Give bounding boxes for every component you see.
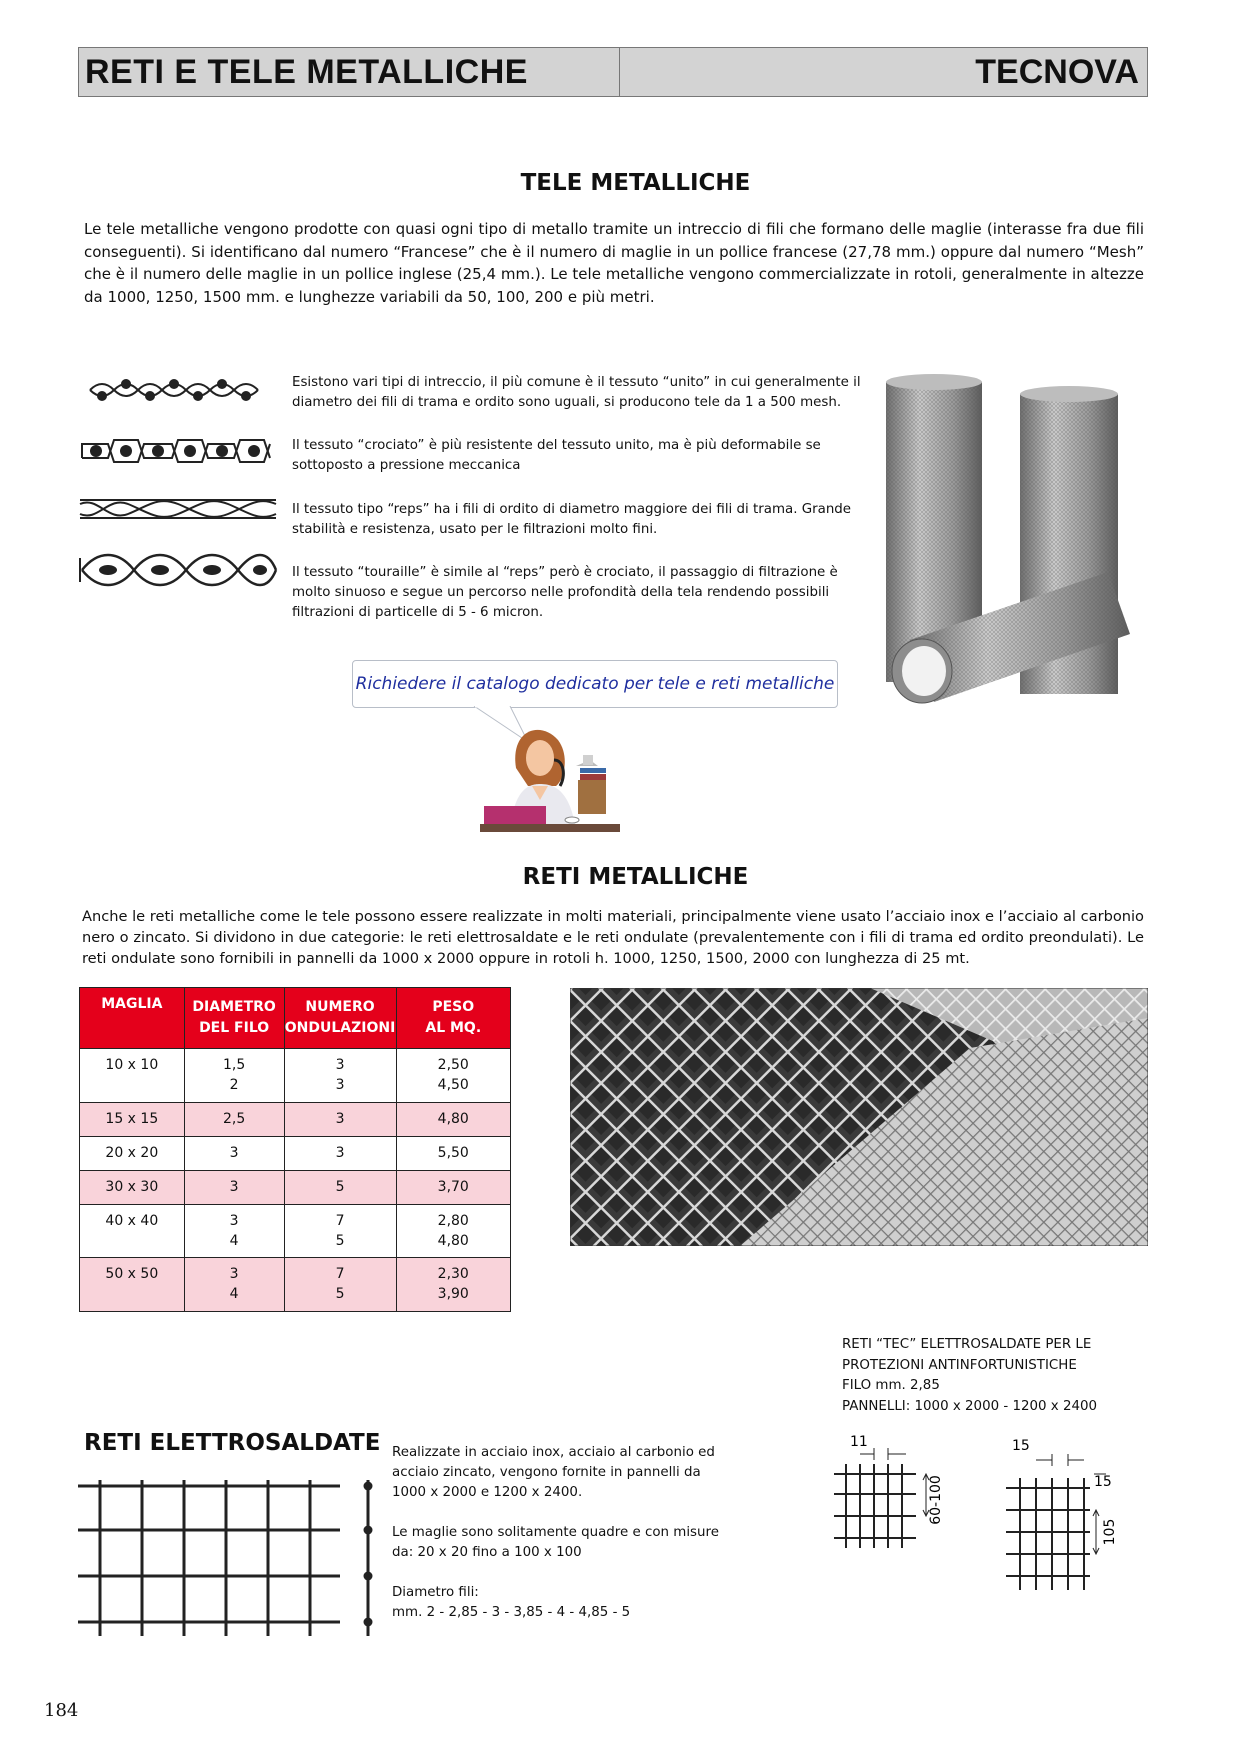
- weave-text-twill: Il tessuto “crociato” è più resistente del tessuto unito, ma è più deformabile se sottoposto a pressione meccanica: [292, 438, 821, 473]
- table-header-row: [80, 988, 511, 1049]
- plain-weave-icon: [90, 379, 258, 401]
- col-header-peso: PESO AL MQ.: [396, 988, 510, 1049]
- mesh-spec-table: [79, 987, 511, 1312]
- tec-dim-d: 15: [1094, 1474, 1112, 1490]
- tec-dim-a: 11: [850, 1434, 868, 1450]
- cell-ondulazioni: 3: [284, 1137, 396, 1171]
- cell-peso: 2,80 4,80: [396, 1205, 510, 1258]
- cell-diametro: 1,5 2: [184, 1049, 284, 1103]
- elettro-text-4: mm. 2 - 2,85 - 3 - 3,85 - 4 - 4,85 - 5: [392, 1605, 631, 1620]
- catalog-callout[interactable]: Richiedere il catalogo dedicato per tele e reti metalliche: [352, 660, 838, 708]
- reti-intro: Anche le reti metalliche come le tele possono essere realizzate in molti materiali, principalmente viene usato l’acciaio inox e l’acciaio al carbonio nero o zincato. Si dividono in due categorie: le reti elettrosaldate e le reti ondulate (prevalentemente con i fili di trama ed ordito preondulati). Le reti ondulate sono fornibili in pannelli da 1000 x 2000 oppure in rotoli h. 1000, 1250, 1500, 2000 con lunghezza di 25 mt.: [82, 908, 1144, 967]
- elettro-text-1: Realizzate in acciaio inox, acciaio al carbonio ed acciaio zincato, vengono fornite in pannelli da 1000 x 2000 e 1200 x 2400.: [392, 1445, 715, 1500]
- cell-diametro: 3: [184, 1137, 284, 1171]
- tele-intro: Le tele metalliche vengono prodotte con quasi ogni tipo di metallo tramite un intreccio di fili che formano delle maglie (interasse fra due fili conseguenti). Si identificano dal numero “Francese” che è il numero di maglie in un pollice francese (27,78 mm.) oppure dal numero “Mesh” che è il numero delle maglie in un pollice inglese (25,4 mm.). Le tele metalliche vengono commercializzate in rotoli, generalmente in altezze da 1000, 1250, 1500 mm. e lunghezze variabili da 50, 100, 200 e più metri.: [84, 220, 1144, 306]
- cell-peso: 2,50 4,50: [396, 1049, 510, 1103]
- cell-peso: 5,50: [396, 1137, 510, 1171]
- cell-ondulazioni: 7 5: [284, 1205, 396, 1258]
- cell-peso: 4,80: [396, 1103, 510, 1137]
- page-number: 184: [44, 1700, 79, 1721]
- table-row: [80, 1258, 511, 1312]
- tele-title: TELE METALLICHE: [520, 170, 751, 196]
- cell-diametro: 3 4: [184, 1205, 284, 1258]
- cell-maglia: 30 x 30: [80, 1171, 185, 1205]
- cell-peso: 3,70: [396, 1171, 510, 1205]
- table-row: [80, 1137, 511, 1171]
- tec-dim-c: 15: [1012, 1438, 1030, 1454]
- tec-dim-e: 105: [1102, 1518, 1118, 1546]
- welded-mesh-drawing: [78, 1476, 378, 1640]
- cell-ondulazioni: 3: [284, 1103, 396, 1137]
- phone-operator-image: [480, 720, 620, 834]
- tec-mesh-diagrams: [830, 1430, 1130, 1600]
- cell-maglia: 10 x 10: [80, 1049, 185, 1103]
- elettro-text-2: Le maglie sono solitamente quadre e con misure da: 20 x 20 fino a 100 x 100: [392, 1525, 719, 1560]
- col-header-diametro: DIAMETRO DEL FILO: [184, 988, 284, 1049]
- reti-title: RETI METALLICHE: [522, 864, 749, 890]
- cell-diametro: 3 4: [184, 1258, 284, 1312]
- weave-diagrams: [78, 370, 278, 610]
- header-bar: [78, 47, 1148, 97]
- section-title: RETI E TELE METALLICHE: [79, 48, 620, 96]
- col-header-ondulazioni: NUMERO ONDULAZIONI: [284, 988, 396, 1049]
- tec-line: PANNELLI: 1000 x 2000 - 1200 x 2400: [842, 1398, 1098, 1414]
- col-header-maglia: MAGLIA: [80, 988, 185, 1049]
- cell-diametro: 3: [184, 1171, 284, 1205]
- touraille-weave-icon: [80, 555, 276, 585]
- brand-name: TECNOVA: [975, 52, 1139, 91]
- tec-line: PROTEZIONI ANTINFORTUNISTICHE: [842, 1357, 1077, 1373]
- cell-maglia: 20 x 20: [80, 1137, 185, 1171]
- table-row: [80, 1205, 511, 1258]
- tec-line: RETI “TEC” ELETTROSALDATE PER LE: [842, 1337, 1092, 1352]
- cell-ondulazioni: 3 3: [284, 1049, 396, 1103]
- cell-maglia: 50 x 50: [80, 1258, 185, 1312]
- tec-line: FILO mm. 2,85: [842, 1378, 940, 1393]
- tec-description: [842, 1335, 1142, 1417]
- table-row: [80, 1171, 511, 1205]
- twill-weave-icon: [82, 440, 270, 462]
- elettro-text-3: Diametro fili:: [392, 1585, 479, 1600]
- cell-peso: 2,30 3,90: [396, 1258, 510, 1312]
- table-row: [80, 1103, 511, 1137]
- weave-text-plain: Esistono vari tipi di intreccio, il più comune è il tessuto “unito” in cui generalmente il diametro dei fili di trama e ordito sono uguali, si producono tele da 1 a 500 mesh.: [292, 375, 861, 410]
- cell-ondulazioni: 7 5: [284, 1258, 396, 1312]
- cell-diametro: 2,5: [184, 1103, 284, 1137]
- tec-dim-b: 60-100: [928, 1475, 944, 1525]
- woven-mesh-image: [570, 988, 1148, 1246]
- mesh-rolls-image: [870, 372, 1140, 708]
- cell-maglia: 15 x 15: [80, 1103, 185, 1137]
- elettro-title: RETI ELETTROSALDATE: [84, 1430, 381, 1456]
- cell-maglia: 40 x 40: [80, 1205, 185, 1258]
- weave-text-touraille: Il tessuto “touraille” è simile al “reps” però è crociato, il passaggio di filtrazione è molto sinuoso e segue un percorso nelle profondità della tela rendendo possibili filtrazioni di particelle di 5 - 6 micron.: [292, 565, 838, 620]
- table-row: [80, 1049, 511, 1103]
- cell-ondulazioni: 5: [284, 1171, 396, 1205]
- reps-weave-icon: [80, 500, 276, 518]
- weave-text-reps: Il tessuto tipo “reps” ha i fili di ordito di diametro maggiore dei fili di trama. Grande stabilità e resistenza, usato per le filtrazioni molto fini.: [292, 502, 852, 537]
